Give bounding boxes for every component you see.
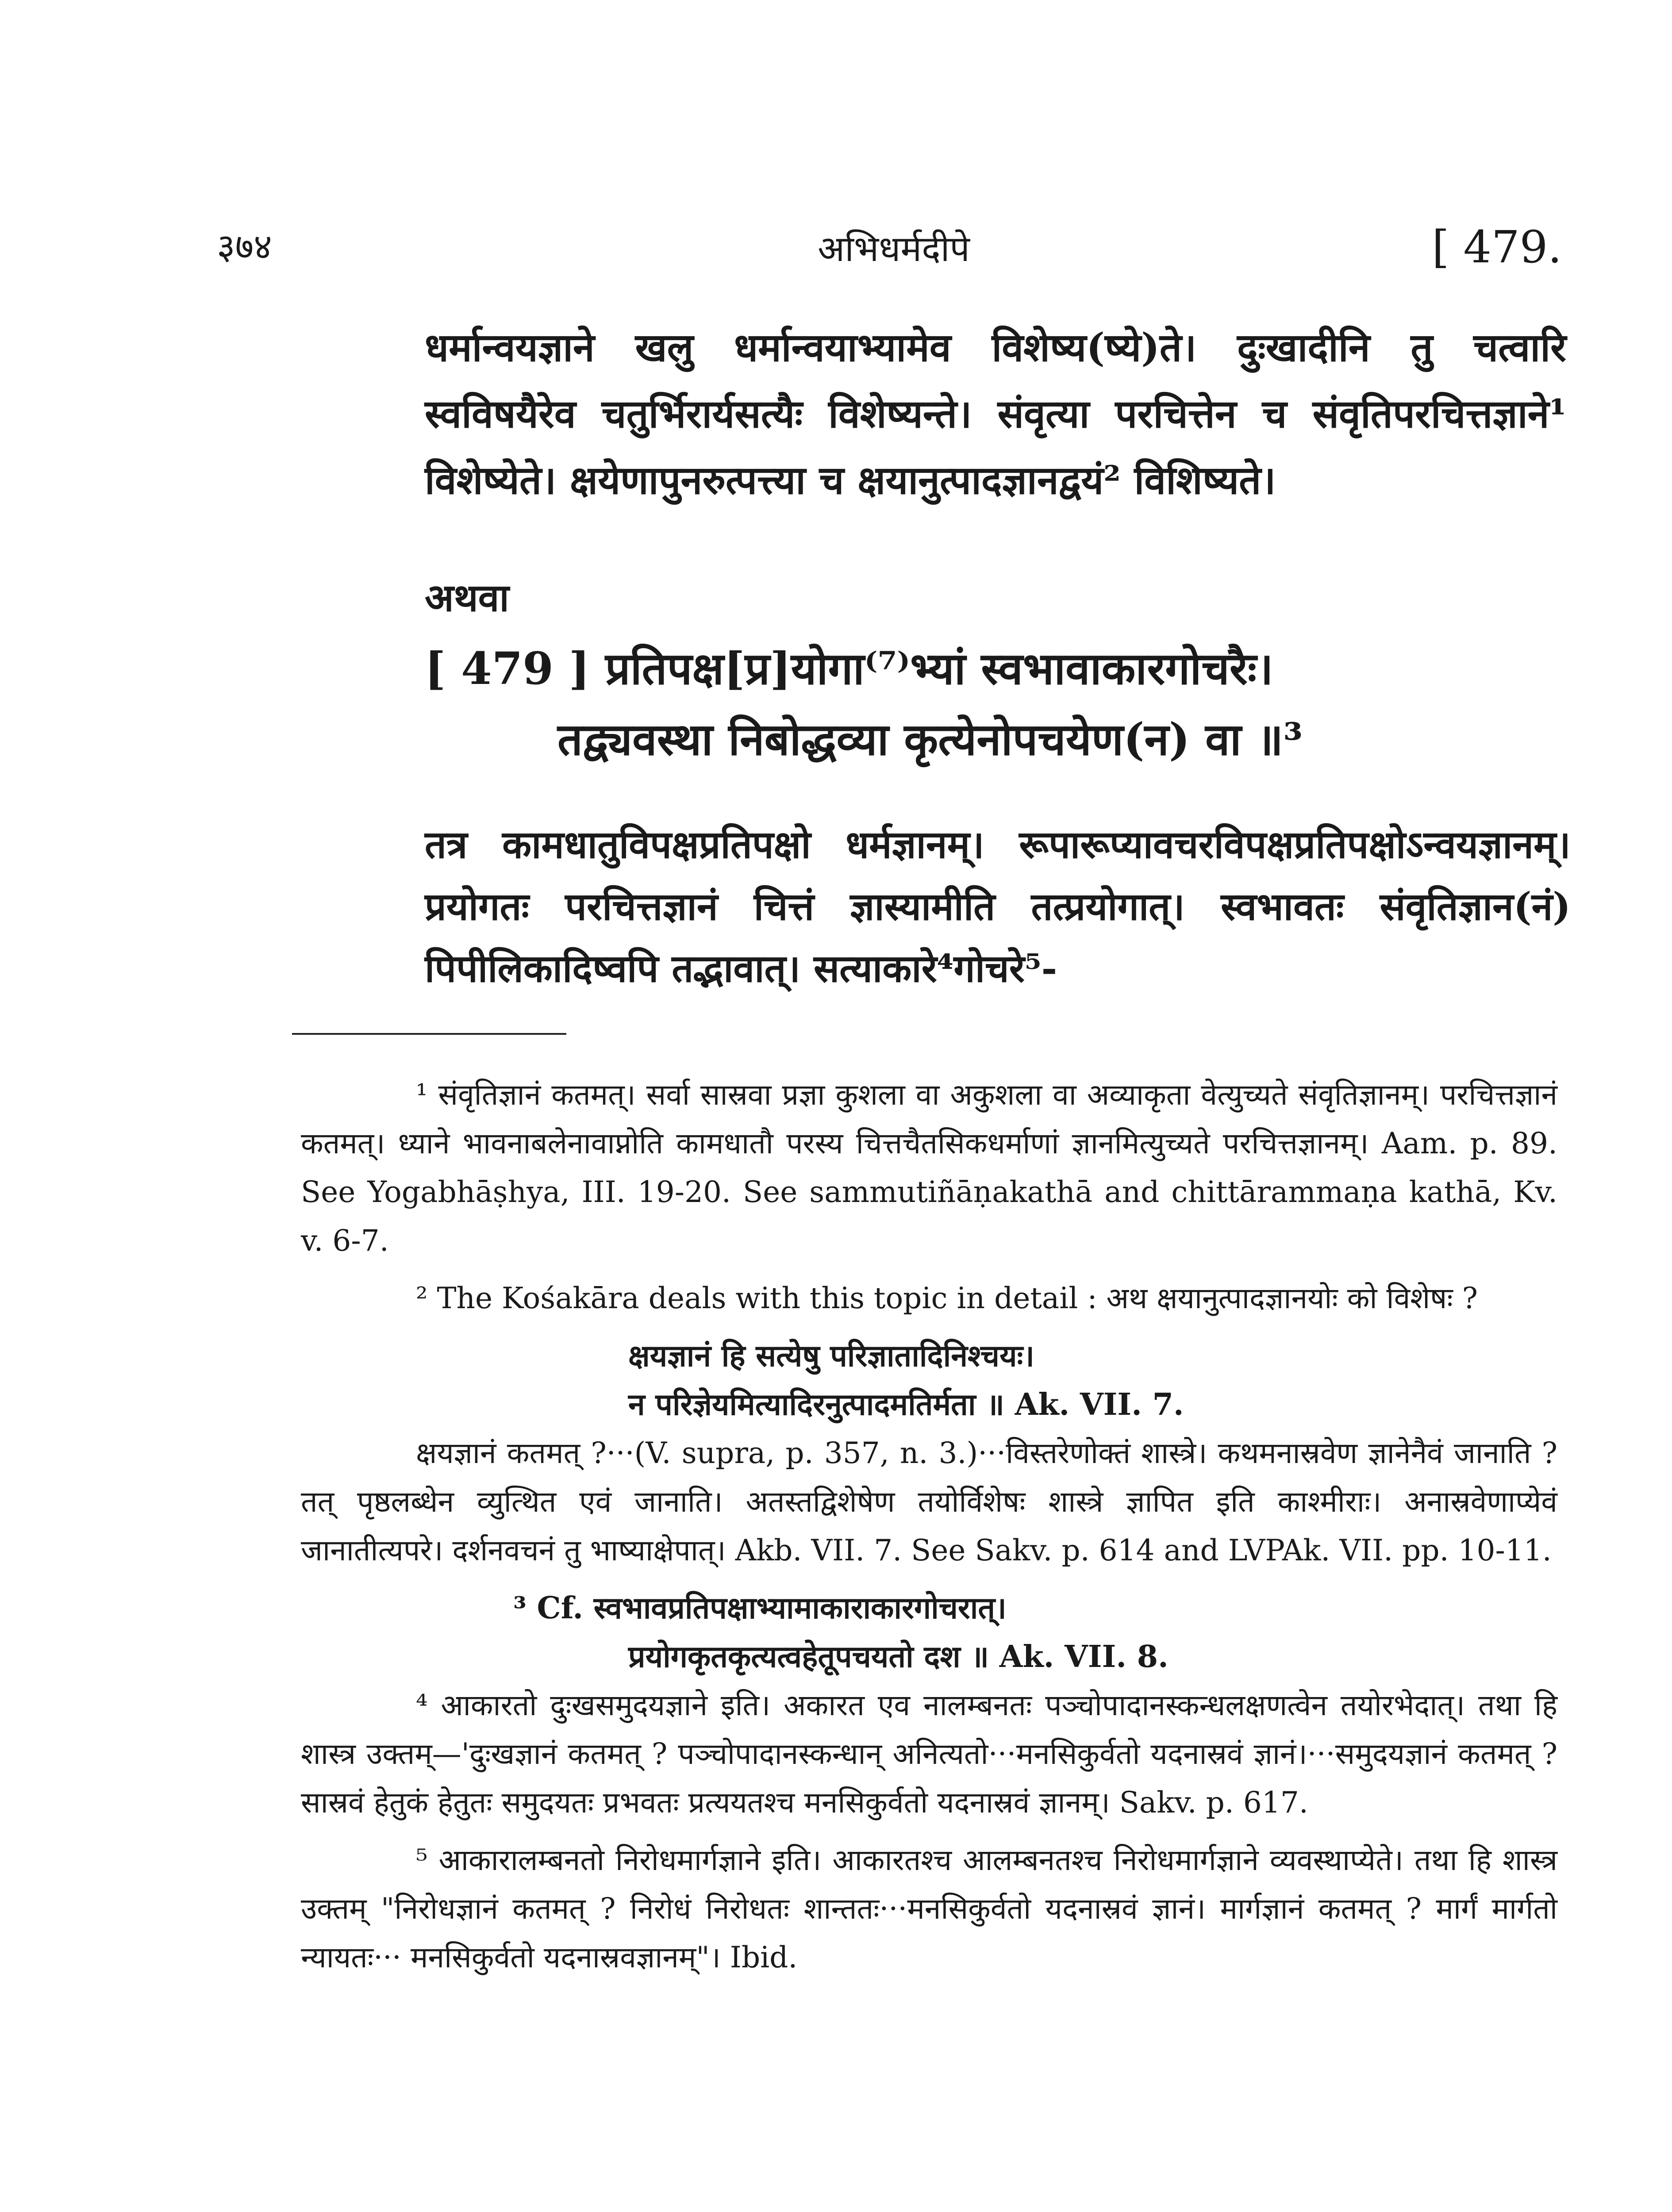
main-text-paragraph: धर्मान्वयज्ञाने खलु धर्मान्वयाभ्यामेव विशेष्य(ष्ये)ते। दुःखादीनि तु चत्वारि स्वविषयैरेव चतुर्भिरार्यसत्यैः विशेष्यन्ते। संवृत्या परचित्तेन च संवृतिपरचित्तज्ञाने¹ विशेष्येते। क्षयेणापुनरुत्पत्त्या च क्षयानुत्पादज्ञानद्वयं² विशिष्यते।: [425, 324, 1566, 503]
commentary-paragraph: तत्र कामधातुविपक्षप्रतिपक्षो धर्मज्ञानम्। रूपारूप्यावचरविपक्षप्रतिपक्षोऽन्वयज्ञानम्। प्रयोगतः परचित्तज्ञानं चित्तं ज्ञास्यामीति तत्प्रयोगात्। स्वभावतः संवृतिज्ञान(नं) पिपीलिकादिष्वपि तद्भावात्। सत्याकारे⁴गोचरे⁵-: [425, 822, 1571, 991]
running-title: अभिधर्मदीपे: [818, 228, 970, 269]
page-number: ३७४: [217, 226, 272, 267]
page-header: [208, 221, 1580, 292]
footnote-divider: [292, 1033, 566, 1035]
footnote-3-line-1: ³ Cf. स्वभावप्रतिपक्षाभ्यामाकाराकारगोचरात्।: [513, 1590, 1007, 1626]
footnote-2-continuation: क्षयज्ञानं कतमत् ?···(V. supra, p. 357, n. 3.)···विस्तरेणोक्तं शास्त्रे। कथमनास्रवेण ज्ञानेनैवं जानाति ? तत् पृष्ठलब्धेन व्युत्थित एवं जानाति। अतस्तद्विशेषेण तयोर्विशेषः शास्त्रे ज्ञापित इति काश्मीराः। अनास्रवेणाप्येवं जानातीत्यपरे। दर्शनवचनं तु भाष्याक्षेपात्। Akb. VII. 7. See Sakv. p. 614 and LVPAk. VII. pp. 10-11.: [301, 1436, 1557, 1567]
footnote-2-verse-line-1: क्षयज्ञानं हि सत्येषु परिज्ञातादिनिश्चयः।: [628, 1338, 1035, 1374]
karika-verse: [425, 637, 1575, 779]
footnote-2: ² The Kośakāra deals with this topic in detail : अथ क्षयानुत्पादज्ञानयोः को विशेषः ?: [416, 1281, 1478, 1315]
footnote-2-verse-line-2: न परिज्ञेयमित्यादिरनुत्पादमतिर्मता ॥ Ak. VII. 7.: [628, 1387, 1184, 1422]
footnote-5: ⁵ आकारालम्बनतो निरोधमार्गज्ञाने इति। आकारतश्च आलम्बनतश्च निरोधमार्गज्ञाने व्यवस्थाप्येते। तथा हि शास्त्र उक्तम् "निरोधज्ञानं कतमत् ? निरोधं निरोधतः शान्ततः···मनसिकुर्वतो यदनास्रवं ज्ञानं। मार्गज्ञानं कतमत् ? मार्गं मार्गतो न्यायतः··· मनसिकुर्वतो यदनास्रवज्ञानम्"। Ibid.: [301, 1843, 1557, 1974]
athava-heading: अथवा: [425, 576, 509, 620]
footnote-1: ¹ संवृतिज्ञानं कतमत्। सर्वा सास्रवा प्रज्ञा कुशला वा अकुशला वा अव्याकृता वेत्युच्यते संवृतिज्ञानम्। परचित्तज्ञानं कतमत्। ध्याने भावनाबलेनावाप्नोति कामधातौ परस्य चित्तचैतसिकधर्माणां ज्ञानमित्युच्यते परचित्तज्ञानम्। Aam. p. 89. See Yogabhāṣhya, III. 19-20. See sammutiñāṇakathā and chittārammaṇa kathā, Kv. v. 6-7.: [301, 1078, 1557, 1258]
footnotes-section: [301, 1071, 1557, 1991]
footnote-3-line-2: प्रयोगकृतकृत्यत्वहेतूपचयतो दश ॥ Ak. VII. 8.: [628, 1639, 1168, 1674]
section-reference: [ 479.: [1432, 221, 1562, 273]
footnote-4: ⁴ आकारतो दुःखसमुदयज्ञाने इति। अकारत एव नालम्बनतः पञ्चोपादानस्कन्धलक्षणत्वेन तयोरभेदात्। तथा हि शास्त्र उक्तम्—'दुःखज्ञानं कतमत् ? पञ्चोपादानस्कन्धान् अनित्यतो···मनसिकुर्वतो यदनास्रवं ज्ञानं।···समुदयज्ञानं कतमत् ? सास्रवं हेतुकं हेतुतः समुदयतः प्रभवतः प्रत्ययतश्च मनसिकुर्वतो यदनास्रवं ज्ञानम्। Sakv. p. 617.: [301, 1688, 1557, 1820]
verse-line-1: [ 479 ] प्रतिपक्ष[प्र]योगा⁽⁷⁾भ्यां स्वभावाकारगोचरैः।: [425, 642, 1273, 695]
verse-line-2: तद्व्यवस्था निबोद्धव्या कृत्येनोपचयेण(न) वा ॥³: [557, 713, 1303, 765]
